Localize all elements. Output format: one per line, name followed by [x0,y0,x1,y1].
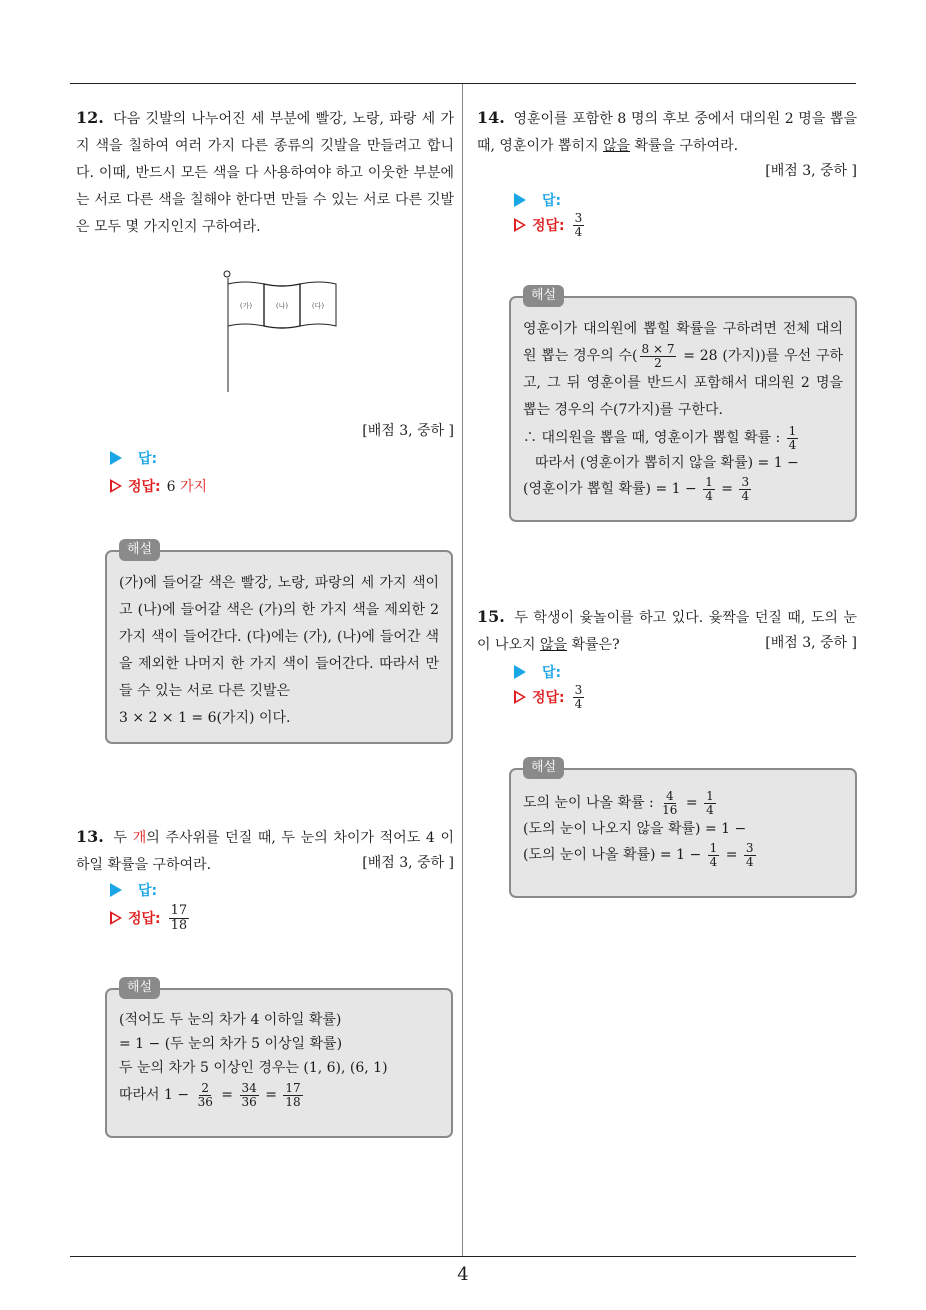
q15-explanation-box [509,760,857,898]
top-rule [70,83,856,84]
q12-correct-line [110,476,207,496]
flag-label-na: (나) [275,302,289,310]
explanation-line-1: 도의 눈이 나올 확률 : $\frac{4}{16}$ = $\frac{1}{4}$ [523,788,714,817]
explanation-tag: 해설 [119,977,160,999]
correct-fraction [169,904,190,932]
fraction: $\frac{17}{18}$ [285,1080,301,1109]
explanation-line-3: (도의 눈이 나올 확률) = 1 − $\frac{1}{4}$ = $\frac{3}{4}$ [523,840,754,869]
correct-label: 정답: [128,479,161,495]
denominator: 4 [574,696,583,711]
explanation-para: 영훈이가 대의원에 뽑힐 확률을 구하려면 전체 대의원 뽑는 경우의 수( $\frac{8 \times 7}{2}$ = 28 (가지))를 우선 구하고, 그 뒤 영훈이를 반드시 포함해서 대의원 2 명을 뽑는 경우의 수(7가지)를 구한다. [523,321,843,419]
score-meta: [배점 3, 중하 ] [765,635,857,651]
explanation-line-4: 따라서 1 − $\frac{2}{36}$ = $\frac{34}{36}$ = $\frac{17}{18}$ [119,1080,301,1109]
flag-label-ga: (가) [239,302,253,310]
q12-meta-row [76,418,454,445]
q13-explanation-box [105,980,453,1138]
q15-answer-line [514,662,561,682]
page-number: 4 [457,1264,469,1285]
answer-arrow-icon [110,883,122,897]
explanation-text: (가)에 들어갈 색은 빨강, 노랑, 파랑의 세 가지 색이고 (나)에 들어갈 색은 (가)의 한 가지 색을 제외한 2 가지 색이 들어간다. (다)에는 (가), (나)에 들어간 색을 제외한 나머지 한 가지 색이 들어간다. 따라서 만들 수 있는 서로 다른 깃발은 [119,575,439,699]
q13-correct-line [110,904,191,932]
fraction: $\frac{2}{36}$ [197,1080,213,1109]
explanation-tag: 해설 [119,539,160,561]
answer-label: 답: [542,665,562,681]
fraction: $\frac{34}{36}$ [241,1080,257,1109]
question-text-post: 확률은? [567,637,620,653]
score-meta: [배점 3, 중하 ] [765,163,857,179]
explanation-line-2: (도의 눈이 나오지 않을 확률) = 1 − [523,821,747,837]
fraction: $\frac{1}{4}$ [788,424,797,452]
q14-meta-row [477,158,857,185]
explanation-result: 3 × 2 × 1 = 6(가지) 이다. [119,710,291,726]
question-text-red: 개 [132,830,147,846]
explanation-line-4: (영훈이가 뽑힐 확률) = 1 − $\frac{1}{4}$ = $\frac{3}{4}$ [523,475,750,503]
correct-number: 6 [166,479,176,495]
explanation-line-3: 두 눈의 차가 5 이상인 경우는 (1, 6), (6, 1) [119,1060,388,1076]
q14-answer-line [514,190,561,210]
fraction: $\frac{1}{4}$ [709,840,718,869]
answer-label: 답: [138,451,158,467]
correct-value [167,476,207,496]
numerator: 3 [574,211,583,225]
explanation-line-2: ∴ 대의원을 뽑을 때, 영훈이가 뽑힐 확률 : $\frac{1}{4}$ [523,424,797,452]
question-number: 14. [477,108,505,127]
correct-label: 정답: [128,911,161,928]
answer-label: 답: [138,883,158,899]
correct-label: 정답: [532,690,565,707]
answer-arrow-icon [514,665,526,679]
fraction: $\frac{8 \times 7}{2}$ [641,342,675,370]
numerator: 17 [170,903,188,918]
explanation-prefix: 따라서 1 − [119,1087,190,1103]
question-text-post: 의 주사위를 던질 때, 두 눈의 차이가 적어도 4 이하일 확률을 구하여라. [76,830,454,873]
correct-unit: 가지 [180,479,208,495]
question-text: 다음 깃발의 나누어진 세 부분에 빨강, 노랑, 파랑 세 가지 색을 칠하여 여러 가지 다른 종류의 깃발을 만들려고 합니다. 이때, 반드시 모든 색을 다 사용하여야 하고 이웃한 부분에는 서로 다른 색을 칠해야 한다면 만들 수 있는 서로 다른 깃발은 모두 몇 가지인지 구하여라. [76,111,454,235]
q15-correct-line [514,684,586,710]
correct-fraction [573,684,585,710]
correct-label: 정답: [532,218,565,235]
fraction: $\frac{3}{4}$ [745,840,754,869]
q12-explanation-box [105,542,453,744]
q14-explanation-box [509,288,857,522]
correct-arrow-icon [514,690,526,704]
question-number: 13. [76,827,104,846]
explanation-line-3: 따라서 (영훈이가 뽑히지 않을 확률) = 1 − [535,455,799,472]
explanation-line-1: (적어도 두 눈의 차가 4 이하일 확률) [119,1012,342,1028]
flag-label-da: (다) [311,302,325,310]
correct-arrow-icon [514,218,526,232]
fraction: $\frac{4}{16}$ [662,788,678,817]
q13-answer-line [110,880,157,900]
fraction: $\frac{1}{4}$ [705,475,713,503]
q15-meta-row [477,630,857,657]
correct-arrow-icon [110,911,122,925]
numerator: 3 [574,683,583,697]
flag-diagram [220,270,345,395]
question-text-underlined: 않을 [540,637,568,653]
column-divider [462,84,463,1256]
denominator: 4 [574,224,583,239]
fraction: $\frac{1}{4}$ [706,788,714,817]
q13-meta-row [76,850,454,877]
question-number: 15. [477,607,505,626]
correct-fraction [573,212,585,238]
question-14 [477,104,857,160]
question-text-post: 확률을 구하여라. [630,138,739,154]
answer-label: 답: [542,193,562,209]
question-text-underlined: 않을 [603,138,631,154]
question-text-pre: 두 학생이 윷놀이를 하고 있다. 윷짝을 던질 때, 도의 눈이 나오지 [477,610,857,653]
question-text-pre: 영훈이를 포함한 8 명의 후보 중에서 대의원 2 명을 뽑을 때, 영훈이가 뽑히지 [477,111,857,154]
question-text-pre: 두 [113,830,133,846]
score-meta: [배점 3, 중하 ] [362,855,454,871]
correct-arrow-icon [110,479,122,493]
fraction: $\frac{3}{4}$ [741,475,750,503]
score-meta: [배점 3, 중하 ] [362,423,454,439]
explanation-line-2: = 1 − (두 눈의 차가 5 이상일 확률) [119,1036,343,1052]
q12-answer-line [110,448,157,468]
explanation-tag: 해설 [523,757,564,779]
denominator: 18 [170,917,188,933]
question-12 [76,104,454,241]
bottom-rule [70,1256,856,1257]
q14-correct-line [514,212,586,238]
answer-arrow-icon [514,193,526,207]
answer-arrow-icon [110,451,122,465]
explanation-tag: 해설 [523,285,564,307]
question-number: 12. [76,108,104,127]
